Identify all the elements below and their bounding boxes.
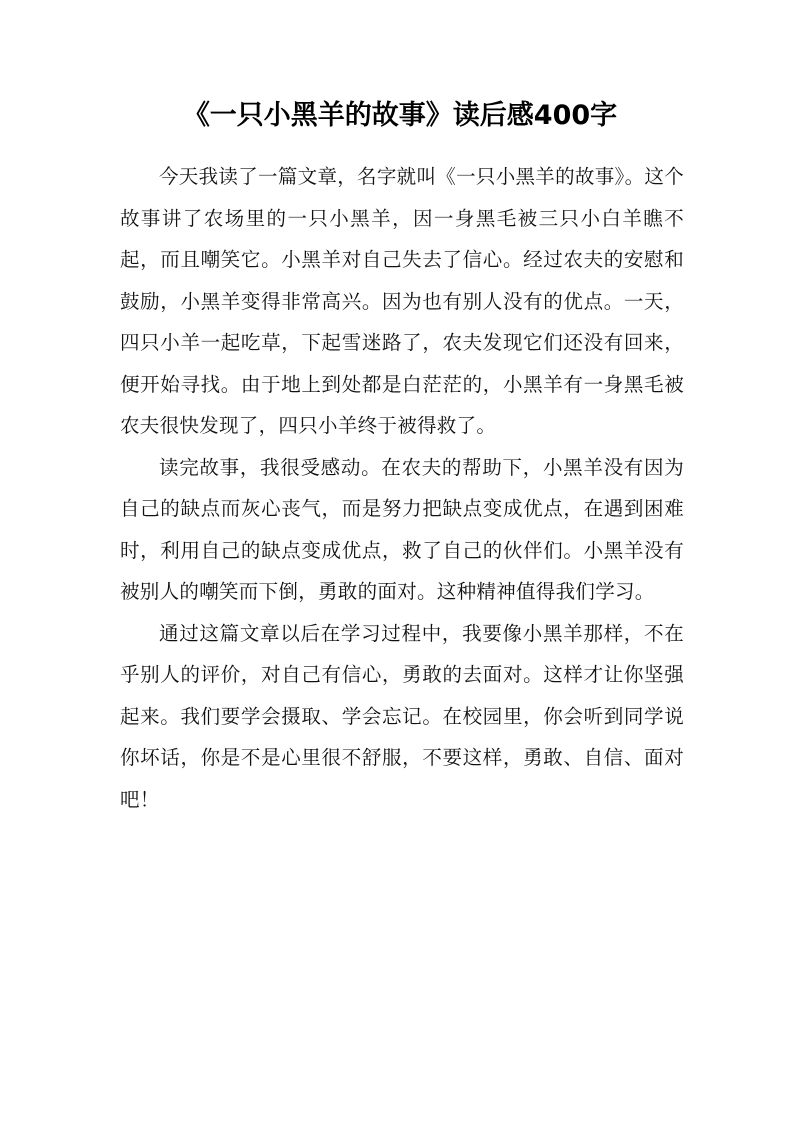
paragraph-3: 通过这篇文章以后在学习过程中，我要像小黑羊那样，不在乎别人的评价，对自己有信心，勇敢的去面对。这样才让你坚强起来。我们要学会摄取、学会忘记。在校园里，你会听到同学说你坏话，你是不是心里很不舒服，不要这样，勇敢、自信、面对吧！ bbox=[120, 621, 684, 811]
document-title: 《一只小黑羊的故事》读后感400字 bbox=[182, 100, 618, 131]
document-body bbox=[120, 156, 684, 820]
paragraph-2: 读完故事，我很受感动。在农夫的帮助下，小黑羊没有因为自己的缺点而灰心丧气，而是努力把缺点变成优点，在遇到困难时，利用自己的缺点变成优点，救了自己的伙伴们。小黑羊没有被别人的嘲笑而下倒，勇敢的面对。这种精神值得我们学习。 bbox=[120, 455, 684, 603]
paragraph-1: 今天我读了一篇文章，名字就叫《一只小黑羊的故事》。这个故事讲了农场里的一只小黑羊，因一身黑毛被三只小白羊瞧不起，而且嘲笑它。小黑羊对自己失去了信心。经过农夫的安慰和鼓励，小黑羊变得非常高兴。因为也有别人没有的优点。一天，四只小羊一起吃草，下起雪迷路了，农夫发现它们还没有回来，便开始寻找。由于地上到处都是白茫茫的，小黑羊有一身黑毛被农夫很快发现了，四只小羊终于被得救了。 bbox=[120, 165, 684, 437]
